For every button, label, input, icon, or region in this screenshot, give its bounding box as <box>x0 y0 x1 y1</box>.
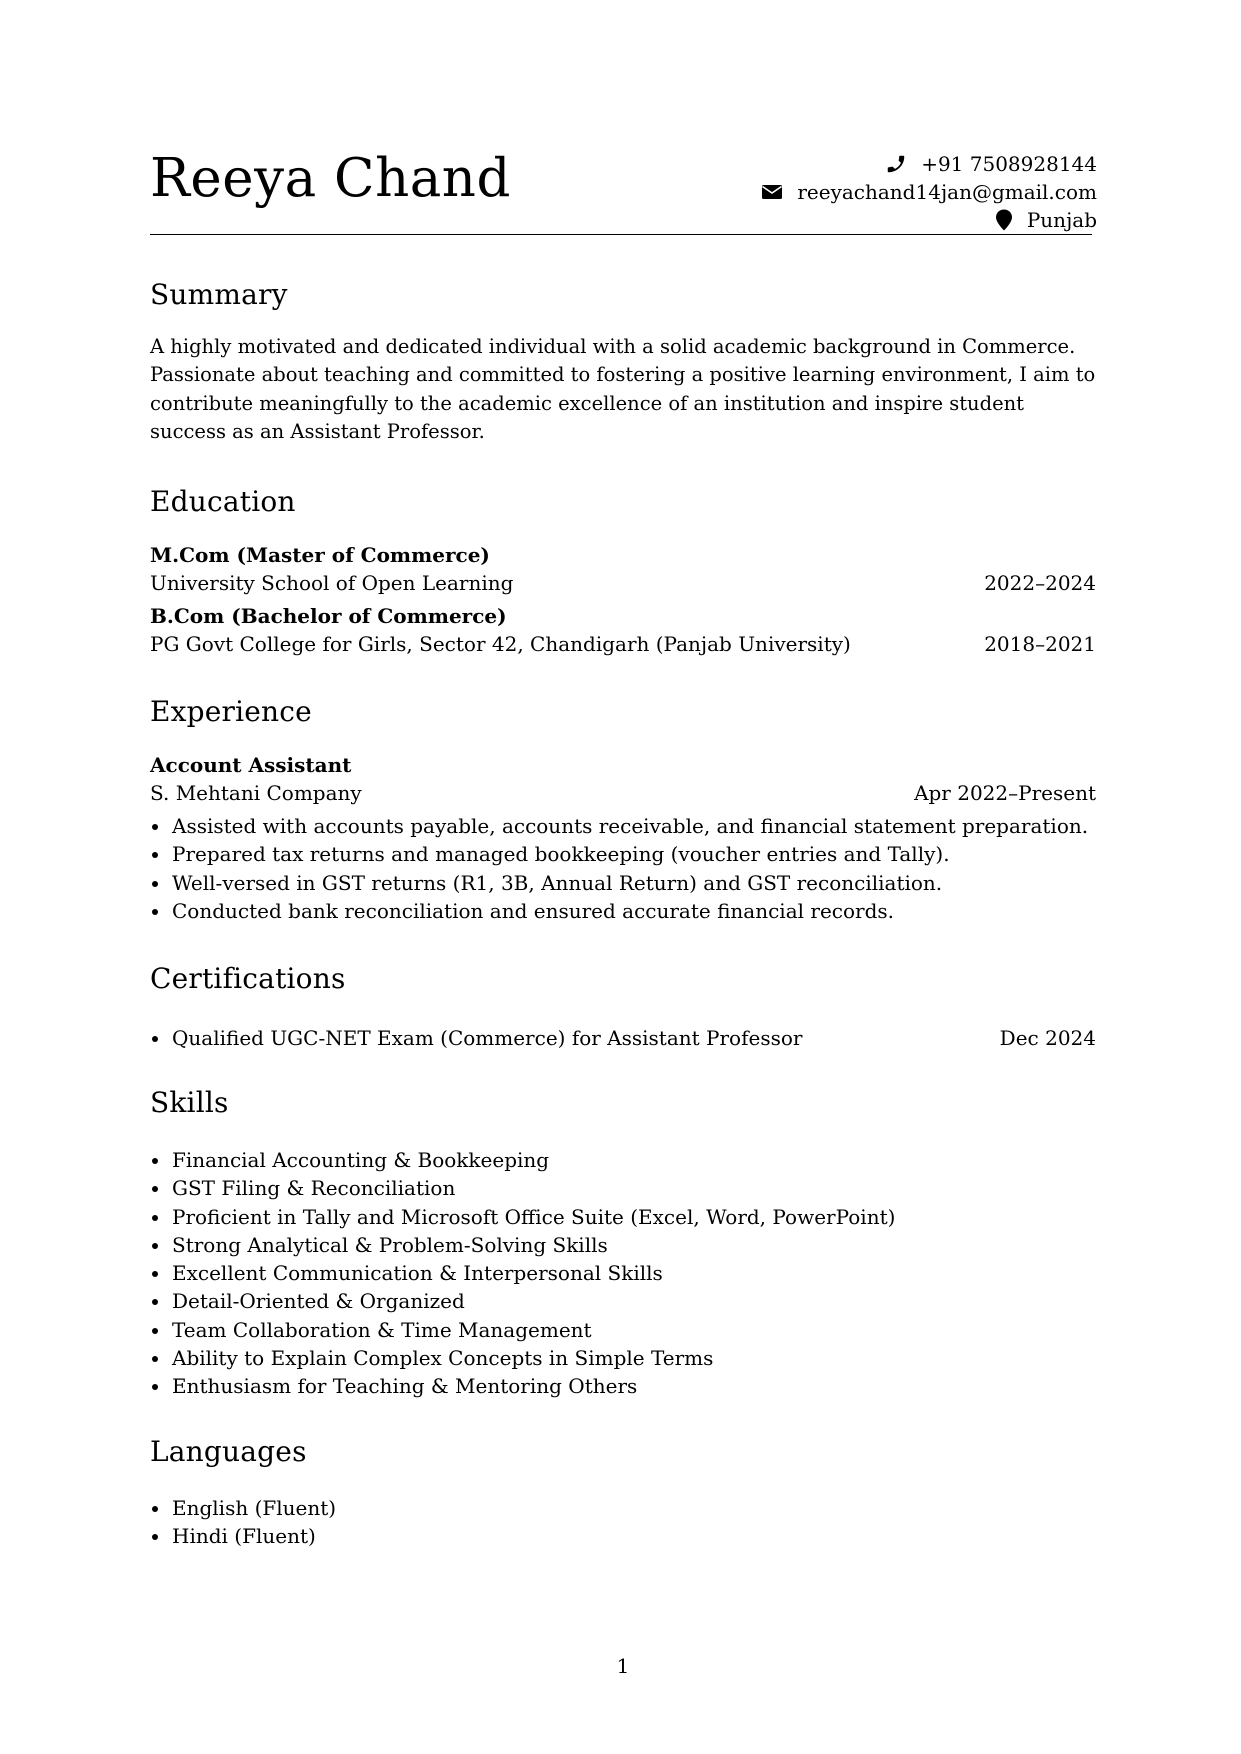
certification-date: Dec 2024 <box>999 1026 1096 1050</box>
list-item: Excellent Communication & Interpersonal Skills <box>150 1259 895 1287</box>
contact-block <box>761 150 1097 234</box>
contact-email <box>761 178 1097 206</box>
languages-heading: Languages <box>150 1435 307 1468</box>
phone-number: +91 7508928144 <box>921 152 1097 176</box>
education-row <box>150 630 1096 658</box>
education-heading: Education <box>150 485 296 518</box>
experience-row <box>150 779 1096 807</box>
list-item: Enthusiasm for Teaching & Mentoring Others <box>150 1372 895 1400</box>
experience-bullets <box>150 812 1088 925</box>
list-item: Proficient in Tally and Microsoft Office Suite (Excel, Word, PowerPoint) <box>150 1203 895 1231</box>
certifications-heading: Certifications <box>150 962 346 995</box>
list-item: Detail-Oriented & Organized <box>150 1287 895 1315</box>
candidate-name: Reeya Chand <box>150 148 511 209</box>
contact-location <box>761 206 1097 234</box>
resume-page <box>150 0 1096 1754</box>
list-item: Financial Accounting & Bookkeeping <box>150 1146 895 1174</box>
education-years: 2018–2021 <box>984 632 1096 656</box>
contact-phone <box>761 150 1097 178</box>
experience-role: Account Assistant <box>150 753 352 777</box>
page-number: 1 <box>616 1654 630 1678</box>
certification-row <box>150 1024 1096 1052</box>
list-item: Conducted bank reconciliation and ensured accurate financial records. <box>150 897 1088 925</box>
education-row <box>150 569 1096 597</box>
experience-company: S. Mehtani Company <box>150 781 362 805</box>
map-marker-icon <box>995 209 1013 231</box>
list-item: English (Fluent) <box>150 1494 336 1522</box>
summary-text: A highly motivated and dedicated individual with a solid academic background in Commerce. Passionate about teaching and committed to fostering a positive learning environment, I aim to contribute meaningfully to the academic excellence of an institution and inspire student success as an Assistant Professor. <box>150 335 1096 444</box>
list-item: GST Filing & Reconciliation <box>150 1174 895 1202</box>
education-degree: M.Com (Master of Commerce) <box>150 543 490 567</box>
list-item: Hindi (Fluent) <box>150 1522 336 1550</box>
education-degree: B.Com (Bachelor of Commerce) <box>150 604 507 628</box>
envelope-icon <box>761 183 783 201</box>
education-institution: PG Govt College for Girls, Sector 42, Chandigarh (Panjab University) <box>150 632 851 656</box>
languages-list <box>150 1494 336 1551</box>
phone-icon <box>885 153 907 175</box>
list-item: Ability to Explain Complex Concepts in Simple Terms <box>150 1344 895 1372</box>
list-item: Well-versed in GST returns (R1, 3B, Annual Return) and GST reconciliation. <box>150 869 1088 897</box>
list-item: Assisted with accounts payable, accounts receivable, and financial statement preparation. <box>150 812 1088 840</box>
list-item: Team Collaboration & Time Management <box>150 1316 895 1344</box>
skills-list <box>150 1146 895 1401</box>
experience-heading: Experience <box>150 695 312 728</box>
experience-dates: Apr 2022–Present <box>914 781 1096 805</box>
education-years: 2022–2024 <box>984 571 1096 595</box>
summary-heading: Summary <box>150 278 288 311</box>
education-institution: University School of Open Learning <box>150 571 514 595</box>
location-text: Punjab <box>1026 208 1097 232</box>
resume-header <box>150 148 1097 235</box>
list-item: Strong Analytical & Problem-Solving Skills <box>150 1231 895 1259</box>
list-item: Prepared tax returns and managed bookkeeping (voucher entries and Tally). <box>150 840 1088 868</box>
certification-name: Qualified UGC-NET Exam (Commerce) for Assistant Professor <box>150 1024 802 1052</box>
email-address: reeyachand14jan@gmail.com <box>797 180 1097 204</box>
skills-heading: Skills <box>150 1086 229 1119</box>
